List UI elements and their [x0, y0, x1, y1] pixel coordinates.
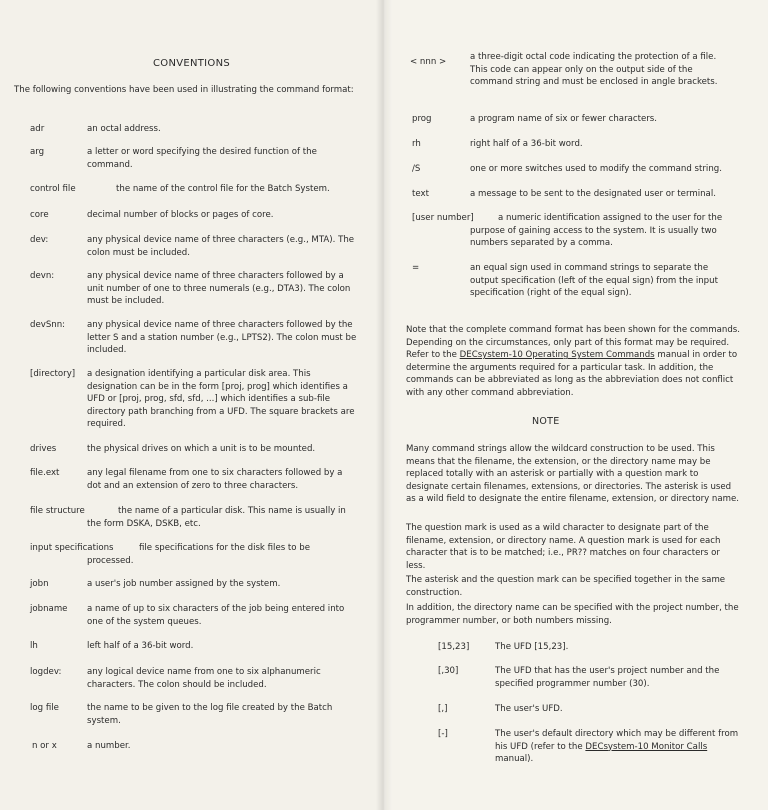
term-user-number: [user number]	[412, 213, 474, 223]
definition-directory: a designation identifying a particular disk area. This designation can be in the form [proj, prog] which identifies a UFD or [proj, prog, sfd, sfd, ...] which identifies a sub-file directory path branching from a UFD. The square brackets are required.	[87, 369, 355, 430]
example-definition-15-23: The UFD [15,23].	[495, 642, 569, 652]
term-adr: adr	[30, 124, 45, 134]
term-devsnn: devSnn:	[30, 320, 66, 330]
definition-nnn: a three-digit octal code indicating the protection of a file. This code can appear only on the output side of the command string and must be enclosed in angle brackets.	[470, 52, 718, 88]
definition-switches: one or more switches used to modify the command string.	[470, 164, 722, 174]
example-term-comma: [,]	[438, 704, 448, 714]
example-definition-minus-before: The user's default directory which may be different from his UFD (refer to the	[495, 729, 739, 752]
example-term-minus: [-]	[438, 729, 448, 739]
note-paragraph-text-before: Note that the complete command format has been shown for the commands. Depending on the circumstances, only part of this format may be required. Refer to the	[406, 325, 740, 361]
term-text: text	[412, 189, 429, 199]
definition-arg: a letter or word specifying the desired function of the command.	[87, 147, 317, 170]
term-prog: prog	[412, 114, 432, 124]
term-n-or-x: n or x	[32, 741, 57, 751]
definition-lh: left half of a 36-bit word.	[87, 641, 194, 651]
definition-prog: a program name of six or fewer characters.	[470, 114, 657, 124]
definition-equal-sign: an equal sign used in command strings to separate the output specification (left of the equal sign) from the input specification (right of the equal sign).	[470, 263, 718, 299]
example-term-15-23: [15,23]	[438, 642, 470, 652]
term-input-specifications: input specifications	[30, 543, 114, 553]
monitor-calls-reference[interactable]: DECsystem-10 Monitor Calls	[585, 741, 708, 752]
example-definition-minus	[495, 728, 747, 766]
term-lh: lh	[30, 641, 38, 651]
definition-user-number: a numeric identification assigned to the user for the purpose of gaining access to the system. It is usually two numbers separated by a comma.	[470, 213, 723, 249]
term-core: core	[30, 210, 49, 220]
definition-dev: any physical device name of three characters (e.g., MTA). The colon must be included.	[87, 235, 355, 258]
term-nnn: < nnn >	[410, 57, 447, 67]
definition-rh: right half of a 36-bit word.	[470, 139, 583, 149]
operating-system-commands-reference[interactable]: DECsystem-10 Operating System Commands	[459, 350, 655, 361]
term-drives: drives	[30, 444, 57, 454]
note-paragraph	[406, 324, 740, 400]
definition-drives: the physical drives on which a unit is to be mounted.	[87, 444, 316, 454]
term-file-structure: file structure	[30, 506, 85, 516]
definition-control-file: the name of the control file for the Batch System.	[116, 184, 330, 194]
definition-jobname: a name of up to six characters of the job being entered into one of the system queues.	[87, 604, 345, 627]
conventions-heading: CONVENTIONS	[153, 58, 231, 69]
definition-devn: any physical device name of three characters followed by a unit number of one to three numerals (e.g., DTA3). The colon must be included.	[87, 271, 351, 307]
example-definition-comma: The user's UFD.	[495, 704, 563, 714]
example-definition-30: The UFD that has the user's project number and the specified programmer number (30).	[495, 666, 720, 689]
book-gutter	[376, 0, 392, 810]
term-equal-sign: =	[412, 263, 420, 273]
question-mark-paragraph: The question mark is used as a wild character to designate part of the filename, extension, or directory name. A question mark is used for each character that is to be matched; i.e., PR?? matches on four characters or less.	[406, 523, 721, 571]
example-definition-minus-after: manual).	[495, 754, 534, 765]
term-rh: rh	[412, 139, 421, 149]
definition-devsnn: any physical device name of three characters followed by the letter S and a station number (e.g., LPTS2). The colon must be included.	[87, 320, 357, 356]
term-arg: arg	[30, 147, 45, 157]
term-log-file: log file	[30, 703, 59, 713]
definition-logdev: any logical device name from one to six alphanumeric characters. The colon should be included.	[87, 667, 321, 690]
term-devn: devn:	[30, 271, 55, 281]
term-jobname: jobname	[30, 604, 68, 614]
example-term-30: [,30]	[438, 666, 459, 676]
term-jobn: jobn	[30, 579, 49, 589]
term-dev: dev:	[30, 235, 49, 245]
intro-paragraph: The following conventions have been used in illustrating the command format:	[14, 85, 354, 95]
definition-file-ext: any legal filename from one to six characters followed by a dot and an extension of zero to three characters.	[87, 468, 343, 491]
term-control-file: control file	[30, 184, 76, 194]
note-heading: NOTE	[532, 416, 560, 427]
directory-paragraph: In addition, the directory name can be specified with the project number, the programmer number, or both numbers missing.	[406, 603, 739, 626]
term-file-ext: file.ext	[30, 468, 60, 478]
term-switches: /S	[412, 164, 421, 174]
definition-n-or-x: a number.	[87, 741, 131, 751]
note-paragraph-text-after: manual in order to determine the arguments required for a particular task. In addition, the commands can be abbreviated as long as the abbreviation does not conflict with any other command abbreviation.	[406, 350, 738, 398]
right-page	[384, 0, 768, 810]
term-logdev: logdev:	[30, 667, 62, 677]
combined-paragraph: The asterisk and the question mark can be specified together in the same construction.	[406, 575, 726, 598]
definition-file-structure: the name of a particular disk. This name is usually in the form DSKA, DSKB, etc.	[87, 506, 346, 529]
definition-input-specifications: file specifications for the disk files to be processed.	[87, 543, 311, 566]
definition-core: decimal number of blocks or pages of core.	[87, 210, 274, 220]
term-directory: [directory]	[30, 369, 76, 379]
definition-jobn: a user's job number assigned by the system.	[87, 579, 281, 589]
wildcard-paragraph: Many command strings allow the wildcard construction to be used. This means that the filename, the extension, or the directory name may be replaced totally with an asterisk or partially with a question mark to designate certain filenames, extensions, or directories. The asterisk is used as a wild field to designate the entire filename, extension, or directory name.	[406, 444, 740, 505]
definition-text: a message to be sent to the designated user or terminal.	[470, 189, 716, 199]
definition-log-file: the name to be given to the log file created by the Batch system.	[87, 703, 333, 726]
definition-adr: an octal address.	[87, 124, 161, 134]
